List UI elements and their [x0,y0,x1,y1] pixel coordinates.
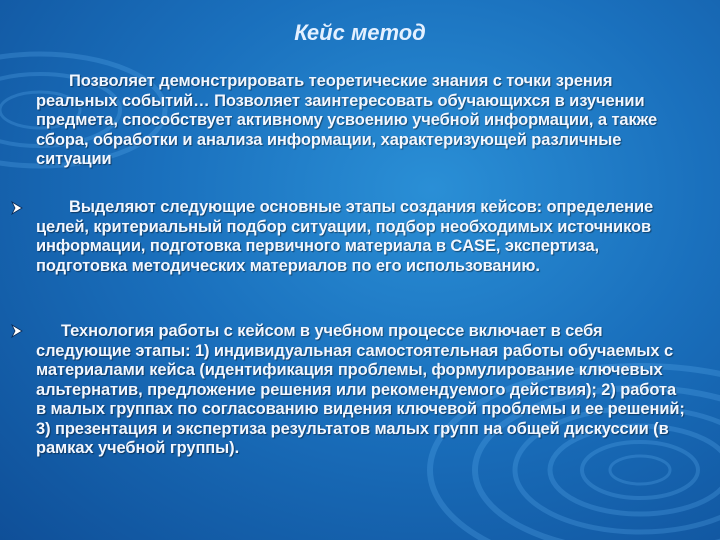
bullet-item-text: Выделяют следующие основные этапы создания кейсов: определение целей, критериальный подбор ситуации, подбор необходимых источников информации, подготовка первичного материала в CASE, экспертиза, подготовка методических материалов по его использованию. [36,198,654,275]
slide-title: Кейс метод [294,20,426,45]
arrowhead-bullet-icon [10,201,24,215]
intro-paragraph [36,72,688,170]
bullet-item [36,198,688,276]
arrowhead-bullet-icon [10,324,24,338]
intro-paragraph-text: Позволяет демонстрировать теоретические знания с точки зрения реальных событий… Позволяет заинтересовать обучающихся в изучении предмета, способствует активному усвоению учебной информации, а также сбора, обработки и анализа информации, характеризующей различные ситуации [36,72,658,168]
bullet-item [36,322,688,459]
bullet-item-text: Технология работы с кейсом в учебном процессе включает в себя следующие этапы: 1) индивидуальная самостоятельная работы обучаемых с материалами кейса (идентификация проблемы, формулирование ключевых альтернатив, предложение решения или рекомендуемого действия); 2) работа в малых группах по согласованию видения ключевой проблемы и ее решений; 3) презентация и экспертиза результатов малых групп на общей дискуссии (в рамках учебной группы). [36,322,685,457]
